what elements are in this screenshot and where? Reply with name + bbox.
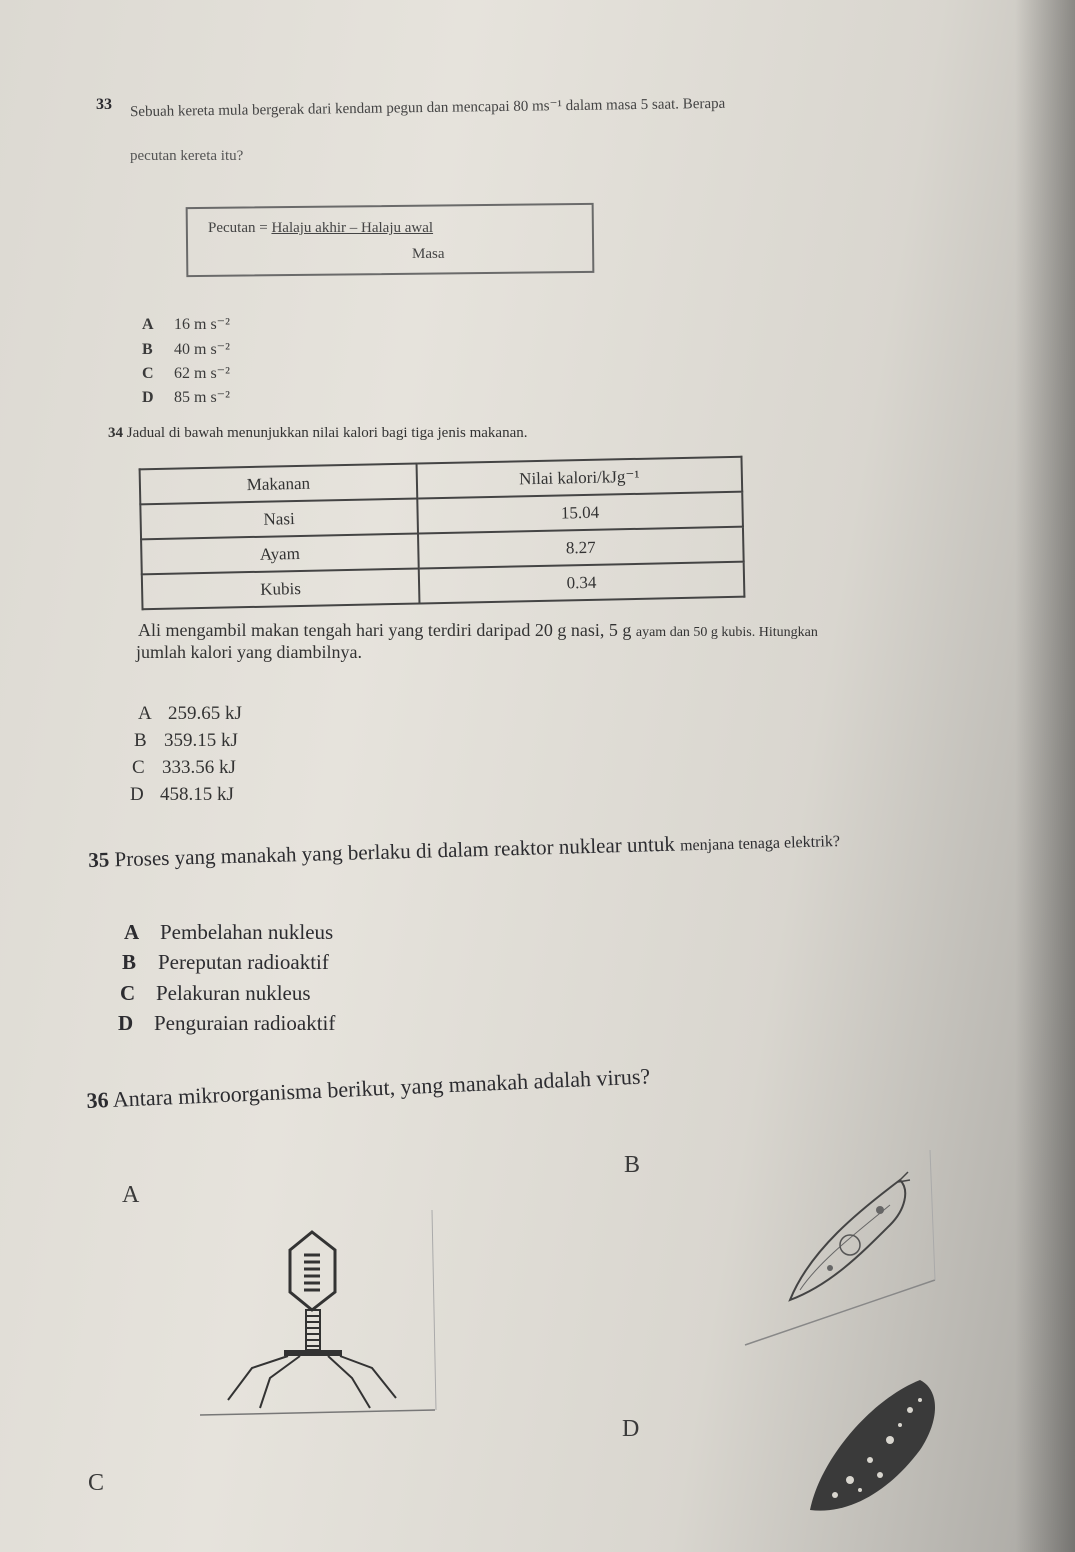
option-text: 85 m s⁻² xyxy=(174,389,230,406)
q35-option-d[interactable] xyxy=(118,1011,335,1036)
q36-option-c-label[interactable]: C xyxy=(88,1470,105,1496)
option-text: 259.65 kJ xyxy=(168,703,242,724)
q33-option-c[interactable] xyxy=(142,363,230,383)
option-letter: C xyxy=(132,757,145,778)
q34-text xyxy=(108,425,527,442)
option-letter: A xyxy=(138,703,152,724)
option-letter: C xyxy=(120,981,136,1005)
formula xyxy=(208,220,433,237)
q34-number: 34 xyxy=(108,425,123,441)
q35-question-end: menjana tenaga elektrik? xyxy=(679,833,841,855)
q33-option-d[interactable] xyxy=(142,387,230,407)
q34-text2 xyxy=(138,620,818,641)
table-cell: 0.34 xyxy=(419,562,745,604)
q34-option-d[interactable] xyxy=(130,784,234,806)
q34-option-b[interactable] xyxy=(134,730,238,752)
q35-number: 35 xyxy=(88,847,110,872)
option-text: Pembelahan nukleus xyxy=(160,920,334,944)
option-letter: D xyxy=(130,784,144,805)
option-letter: B xyxy=(142,341,153,358)
q34-option-a[interactable] xyxy=(138,703,242,725)
option-text: Pereputan radioaktif xyxy=(158,950,329,974)
protozoa-image[interactable] xyxy=(740,1150,940,1350)
q33-option-b[interactable] xyxy=(142,339,230,359)
formula-denominator: Masa xyxy=(412,246,445,262)
bacteria-image[interactable] xyxy=(790,1370,950,1530)
q33-text: Sebuah kereta mula bergerak dari kendam pegun dan mencapai 80 ms⁻¹ dalam masa 5 saat. Berapa xyxy=(129,95,726,121)
q36-option-b-label[interactable]: B xyxy=(624,1152,641,1178)
q34-text2b: ayam dan 50 g kubis. Hitungkan xyxy=(635,625,818,640)
table-header: Nilai kalori/kJg⁻¹ xyxy=(416,457,742,499)
q35-option-c[interactable] xyxy=(120,981,311,1006)
q36-option-a-label[interactable]: A xyxy=(122,1182,140,1208)
option-text: 16 m s⁻² xyxy=(174,316,230,333)
q36-question: Antara mikroorganisma berikut, yang manakah adalah virus? xyxy=(112,1063,651,1112)
q35-option-b[interactable] xyxy=(122,950,329,975)
q33-number: 33 xyxy=(96,96,112,113)
q36-text xyxy=(86,1063,651,1114)
table-cell: 8.27 xyxy=(418,527,744,569)
option-text: 458.15 kJ xyxy=(160,784,234,805)
q35-question: Proses yang manakah yang berlaku di dalam reaktor nuklear untuk xyxy=(114,831,676,872)
q33-option-a[interactable] xyxy=(142,314,230,334)
option-text: Pelakuran nukleus xyxy=(156,981,311,1005)
q35-text xyxy=(88,827,840,873)
option-text: 62 m s⁻² xyxy=(174,365,230,382)
table-cell: 15.04 xyxy=(417,492,743,534)
option-letter: B xyxy=(122,950,137,974)
table-cell: Ayam xyxy=(141,534,419,575)
option-text: 40 m s⁻² xyxy=(174,341,230,358)
q34-question: Jadual di bawah menunjukkan nilai kalori bagi tiga jenis makanan. xyxy=(126,425,528,441)
option-text: Penguraian radioaktif xyxy=(154,1011,336,1035)
table-header: Makanan xyxy=(140,464,418,505)
formula-box xyxy=(186,203,595,277)
q34-text2-line2: jumlah kalori yang diambilnya. xyxy=(136,642,362,662)
table-cell: Nasi xyxy=(140,499,418,540)
q36-option-d-label[interactable]: D xyxy=(622,1416,640,1442)
bacteriophage-image[interactable] xyxy=(200,1210,440,1430)
option-text: 359.15 kJ xyxy=(164,730,238,751)
option-letter: B xyxy=(134,730,147,751)
formula-label: Pecutan = xyxy=(208,220,268,236)
option-letter: A xyxy=(124,920,140,944)
q35-option-a[interactable] xyxy=(124,920,333,945)
formula-numerator: Halaju akhir – Halaju awal xyxy=(271,220,434,236)
table-cell: Kubis xyxy=(142,568,420,609)
q33-text-line2: pecutan kereta itu? xyxy=(130,148,244,164)
paper-shadow xyxy=(1015,0,1075,1552)
option-letter: D xyxy=(142,389,154,406)
calorie-table xyxy=(139,456,746,611)
q34-option-c[interactable] xyxy=(132,757,236,779)
option-text: 333.56 kJ xyxy=(162,757,236,778)
option-letter: D xyxy=(118,1011,134,1035)
option-letter: A xyxy=(142,316,154,333)
q34-text2a: Ali mengambil makan tengah hari yang terdiri daripad 20 g nasi, 5 g xyxy=(138,620,632,640)
option-letter: C xyxy=(142,365,154,382)
q36-number: 36 xyxy=(86,1087,110,1113)
